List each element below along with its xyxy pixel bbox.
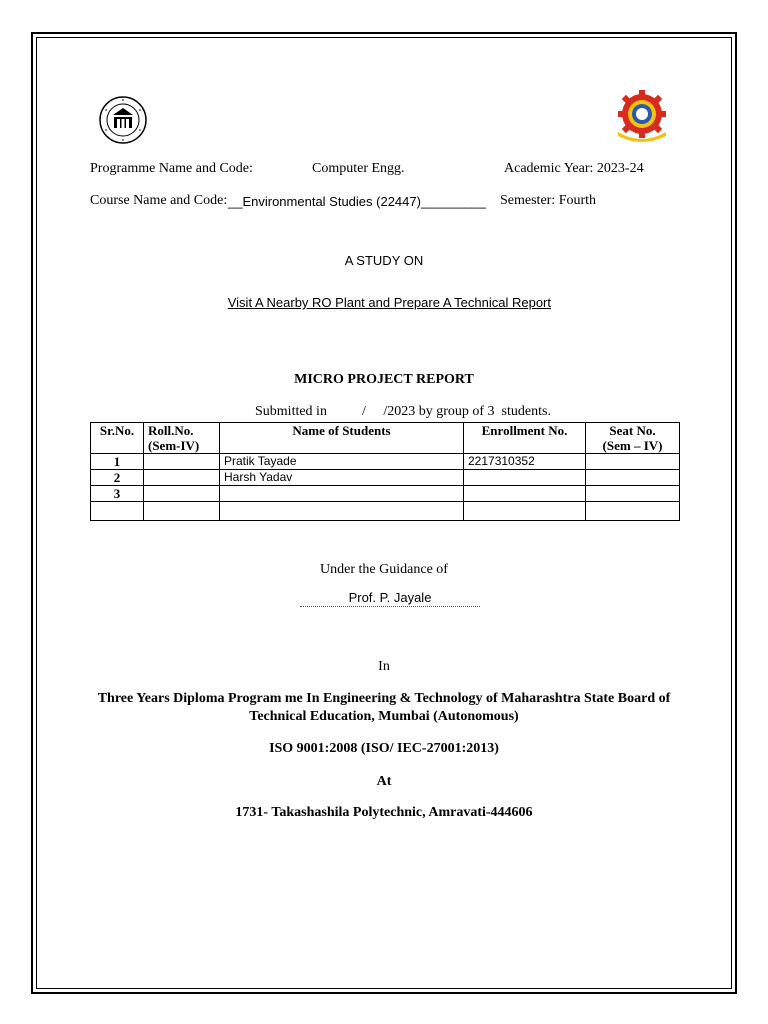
- programme-value: Computer Engg.: [312, 161, 405, 176]
- in-label: In: [378, 659, 390, 674]
- cell-roll: [144, 470, 220, 486]
- course-label: Course Name and Code:: [90, 193, 228, 208]
- course-value: __Environmental Studies (22447)_________: [228, 194, 487, 209]
- students-table: [90, 422, 680, 521]
- col-header-roll: [144, 423, 220, 454]
- submitted-line: Submitted in / /2023 by group of 3 students.: [255, 404, 551, 419]
- cell-roll: [144, 502, 220, 521]
- table-row: [91, 470, 680, 486]
- guide-dotted-line: [300, 606, 480, 607]
- table-row: [91, 502, 680, 521]
- iso-line: ISO 9001:2008 (ISO/ IEC-27001:2013): [269, 741, 499, 756]
- seat-header-line1: Seat No.: [609, 423, 656, 438]
- programme-label: Programme Name and Code:: [90, 161, 253, 176]
- program-line-2: Technical Education, Mumbai (Autonomous): [249, 709, 519, 724]
- cell-name: [220, 502, 464, 521]
- col-header-name: Name of Students: [220, 423, 464, 454]
- cell-name: Harsh Yadav: [220, 470, 464, 486]
- cell-name: Pratik Tayade: [220, 454, 464, 470]
- cell-roll: [144, 486, 220, 502]
- table-row: [91, 454, 680, 470]
- col-header-enrollment: Enrollment No.: [464, 423, 586, 454]
- report-title: MICRO PROJECT REPORT: [294, 372, 474, 387]
- cell-name: [220, 486, 464, 502]
- table-header-row: [91, 423, 680, 454]
- cell-seat: [586, 486, 680, 502]
- col-header-sr: Sr.No.: [91, 423, 144, 454]
- cell-sr: 3: [91, 486, 144, 502]
- guidance-label: Under the Guidance of: [320, 562, 448, 577]
- col-header-seat: [586, 423, 680, 454]
- guide-name: Prof. P. Jayale: [348, 590, 432, 605]
- cell-sr: 1: [91, 454, 144, 470]
- cell-enrollment: [464, 486, 586, 502]
- study-heading: A STUDY ON: [344, 253, 424, 268]
- cell-sr: 2: [91, 470, 144, 486]
- cell-seat: [586, 454, 680, 470]
- cell-enrollment: 2217310352: [464, 454, 586, 470]
- cell-sr: [91, 502, 144, 521]
- at-label: At: [376, 774, 392, 789]
- board-seal-logo: [98, 95, 148, 145]
- table-row: [91, 486, 680, 502]
- cell-enrollment: [464, 502, 586, 521]
- cell-enrollment: [464, 470, 586, 486]
- semester: Semester: Fourth: [500, 193, 597, 208]
- cell-roll: [144, 454, 220, 470]
- study-topic: Visit A Nearby RO Plant and Prepare A Technical Report: [227, 295, 551, 310]
- roll-header-line2: (Sem-IV): [148, 438, 200, 453]
- program-line-1: Three Years Diploma Program me In Engineering & Technology of Maharashtra State Board of: [97, 691, 671, 706]
- cell-seat: [586, 502, 680, 521]
- cell-seat: [586, 470, 680, 486]
- institute-name: 1731- Takashashila Polytechnic, Amravati-444606: [235, 805, 533, 820]
- roll-header-line1: Roll.No.: [148, 423, 194, 438]
- institute-gear-logo: [612, 88, 672, 144]
- academic-year: Academic Year: 2023-24: [504, 161, 644, 176]
- seat-header-line2: (Sem – IV): [602, 438, 663, 453]
